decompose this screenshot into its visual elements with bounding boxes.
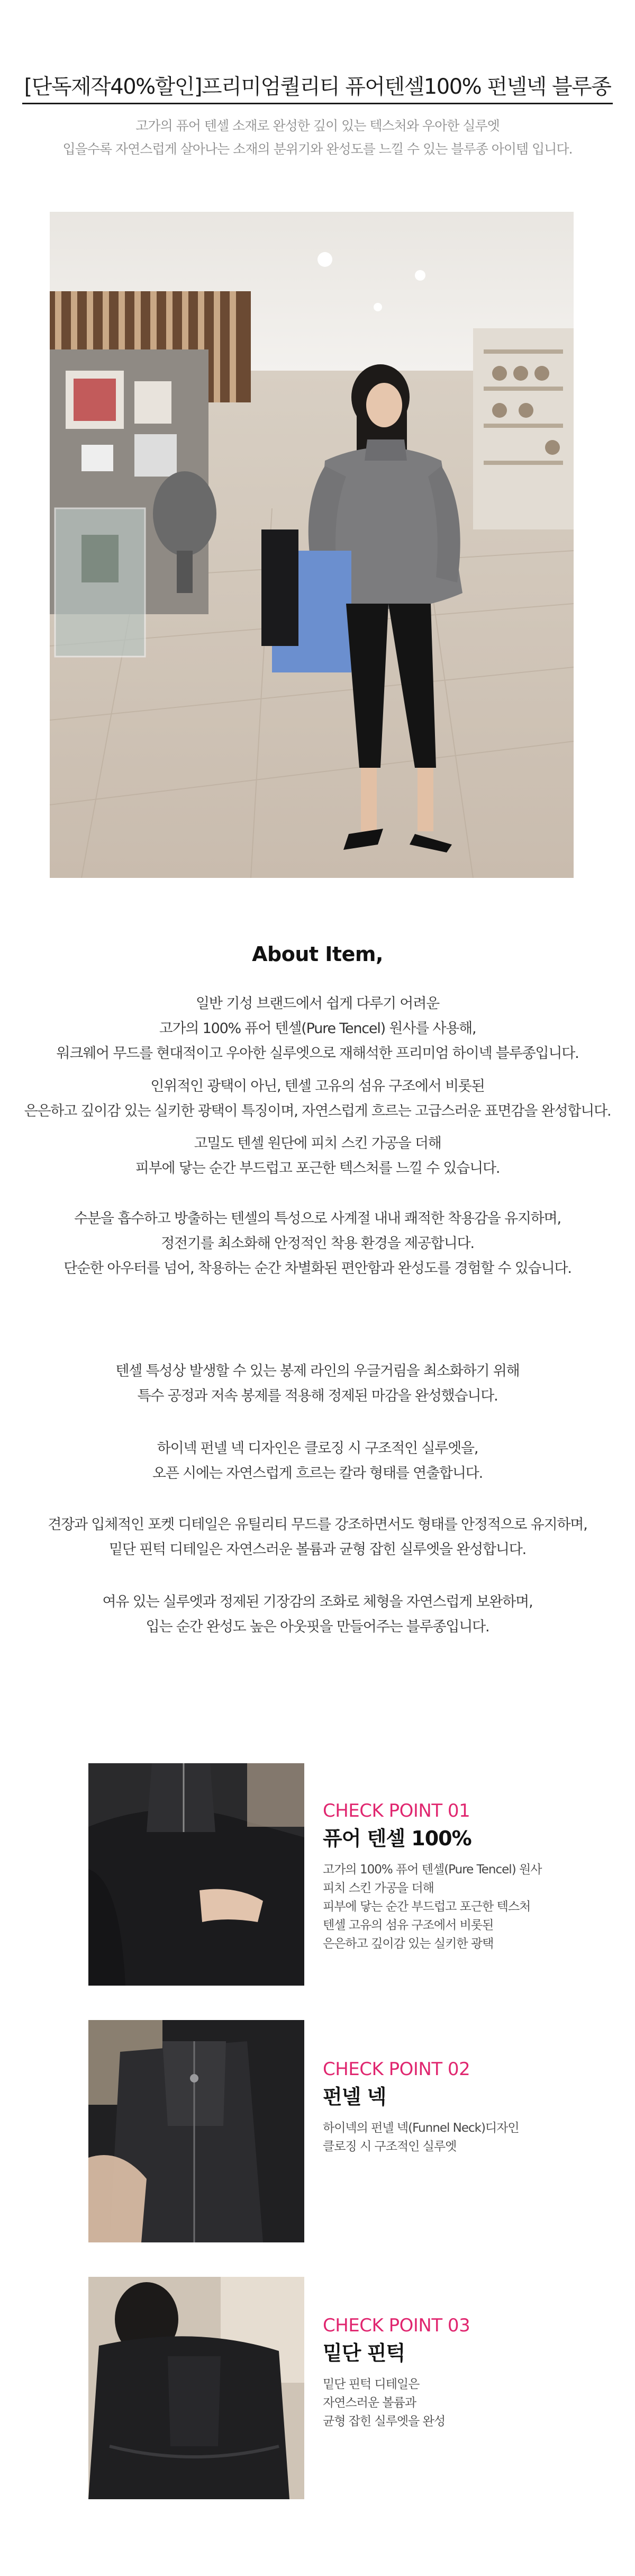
paragraph-line: 워크웨어 무드를 현대적이고 우아한 실루엣으로 재해석한 프리미엄 하이넥 블루종입니다. [56,1045,579,1062]
checkpoint-3-photo [88,2277,304,2499]
description-line: 은은하고 깊이감 있는 실키한 광택 [323,1937,494,1951]
checkpoint-1-description [323,1861,619,1953]
paragraph-line: 여유 있는 실루엣과 정제된 기장감의 조화로 체형을 자연스럽게 보완하며, [102,1594,533,1610]
checkpoint-2-heading: 펀넬 넥 [323,2085,386,2108]
checkpoint-1-photo [88,1763,304,1986]
description-line: 자연스러운 볼륨과 [323,2396,416,2410]
product-title: [단독제작40%할인]프리미엄퀄리티 퓨어텐셀100% 펀넬넥 블루종 [22,73,613,104]
paragraph-line: 고가의 100% 퓨어 텐셀(Pure Tencel) 원사를 사용해, [159,1020,476,1037]
subtitle-line-2: 입을수록 자연스럽게 살아나는 소재의 분위기와 완성도를 느낄 수 있는 블루종 아이템 입니다. [62,141,573,157]
paragraph-line: 하이넥 펀넬 넥 디자인은 클로징 시 구조적인 실루엣을, [157,1440,478,1457]
about-paragraph-6 [0,1436,635,1486]
checkpoint-3 [323,2315,619,2431]
paragraph-line: 고밀도 텐셀 원단에 피치 스킨 가공을 더해 [194,1135,441,1152]
description-line: 밑단 핀턱 디테일은 [323,2377,420,2391]
paragraph-line: 일반 기성 브랜드에서 쉽게 다루기 어려운 [196,995,439,1012]
hero-photo [50,212,574,878]
paragraph-line: 오픈 시에는 자연스럽게 흐르는 칼라 형태를 연출합니다. [152,1465,483,1482]
description-line: 균형 잡힌 실루엣을 완성 [323,2415,446,2428]
description-line: 하이넥의 펀넬 넥(Funnel Neck)디자인 [323,2121,519,2135]
paragraph-line: 수분을 흡수하고 방출하는 텐셀의 특성으로 사계절 내내 쾌적한 착용감을 유지하며, [74,1210,561,1227]
paragraph-line: 정전기를 최소화해 안정적인 착용 환경을 제공합니다. [161,1235,474,1252]
description-line: 피부에 닿는 순간 부드럽고 포근한 텍스처 [323,1900,531,1914]
product-title-wrap [0,73,635,104]
checkpoint-1 [323,1800,619,1953]
store-scene-image [50,212,574,878]
about-paragraph-3 [0,1131,635,1181]
checkpoint-1-heading: 퓨어 텐셀 100% [323,1827,471,1850]
paragraph-line: 특수 공정과 저속 봉제를 적용해 정제된 마감을 완성했습니다. [137,1388,498,1404]
paragraph-line: 인위적인 광택이 아닌, 텐셀 고유의 섬유 구조에서 비롯된 [150,1078,485,1094]
neck-detail-image [88,2020,304,2242]
about-paragraph-2 [0,1074,635,1124]
paragraph-line: 텐셀 특성상 발생할 수 있는 봉제 라인의 우글거림을 최소화하기 위해 [115,1363,520,1379]
description-line: 피치 스킨 가공을 더해 [323,1881,434,1895]
about-paragraph-4 [0,1206,635,1281]
checkpoint-1-label: CHECK POINT 01 [323,1800,470,1821]
subtitle-line-1: 고가의 퓨어 텐셀 소재로 완성한 깊이 있는 텍스처와 우아한 실루엣 [135,118,500,133]
jacket-detail-image [88,1763,304,1986]
about-paragraph-7 [0,1512,635,1562]
paragraph-line: 단순한 아우터를 넘어, 착용하는 순간 차별화된 편안함과 완성도를 경험할 수 있습니다. [64,1260,572,1277]
checkpoint-3-description [323,2375,619,2431]
description-line: 텐셀 고유의 섬유 구조에서 비롯된 [323,1918,494,1932]
paragraph-line: 피부에 닿는 순간 부드럽고 포근한 텍스처를 느낄 수 있습니다. [135,1160,500,1177]
checkpoint-2 [323,2059,619,2156]
about-paragraph-8 [0,1590,635,1639]
about-paragraph-5 [0,1359,635,1408]
checkpoint-3-label: CHECK POINT 03 [323,2315,470,2336]
paragraph-line: 은은하고 깊이감 있는 실키한 광택이 특징이며, 자연스럽게 흐르는 고급스러운 표면감을 완성합니다. [24,1103,611,1119]
about-item-heading: About Item, [252,943,383,966]
checkpoint-2-label: CHECK POINT 02 [323,2059,470,2080]
description-line: 클로징 시 구조적인 실루엣 [323,2140,457,2153]
paragraph-line: 밑단 핀턱 디테일은 자연스러운 볼륨과 균형 잡힌 실루엣을 완성합니다. [108,1541,527,1558]
hem-detail-image [88,2277,304,2499]
about-paragraph-1 [0,991,635,1066]
checkpoint-3-heading: 밑단 핀턱 [323,2341,405,2365]
paragraph-line: 입는 순간 완성도 높은 아웃핏을 만들어주는 블루종입니다. [146,1619,489,1635]
paragraph-line: 견장과 입체적인 포켓 디테일은 유틸리티 무드를 강조하면서도 형태를 안정적으로 유지하며, [48,1516,587,1533]
checkpoint-2-description [323,2119,619,2156]
description-line: 고가의 100% 퓨어 텐셀(Pure Tencel) 원사 [323,1863,542,1877]
checkpoint-2-photo [88,2020,304,2242]
